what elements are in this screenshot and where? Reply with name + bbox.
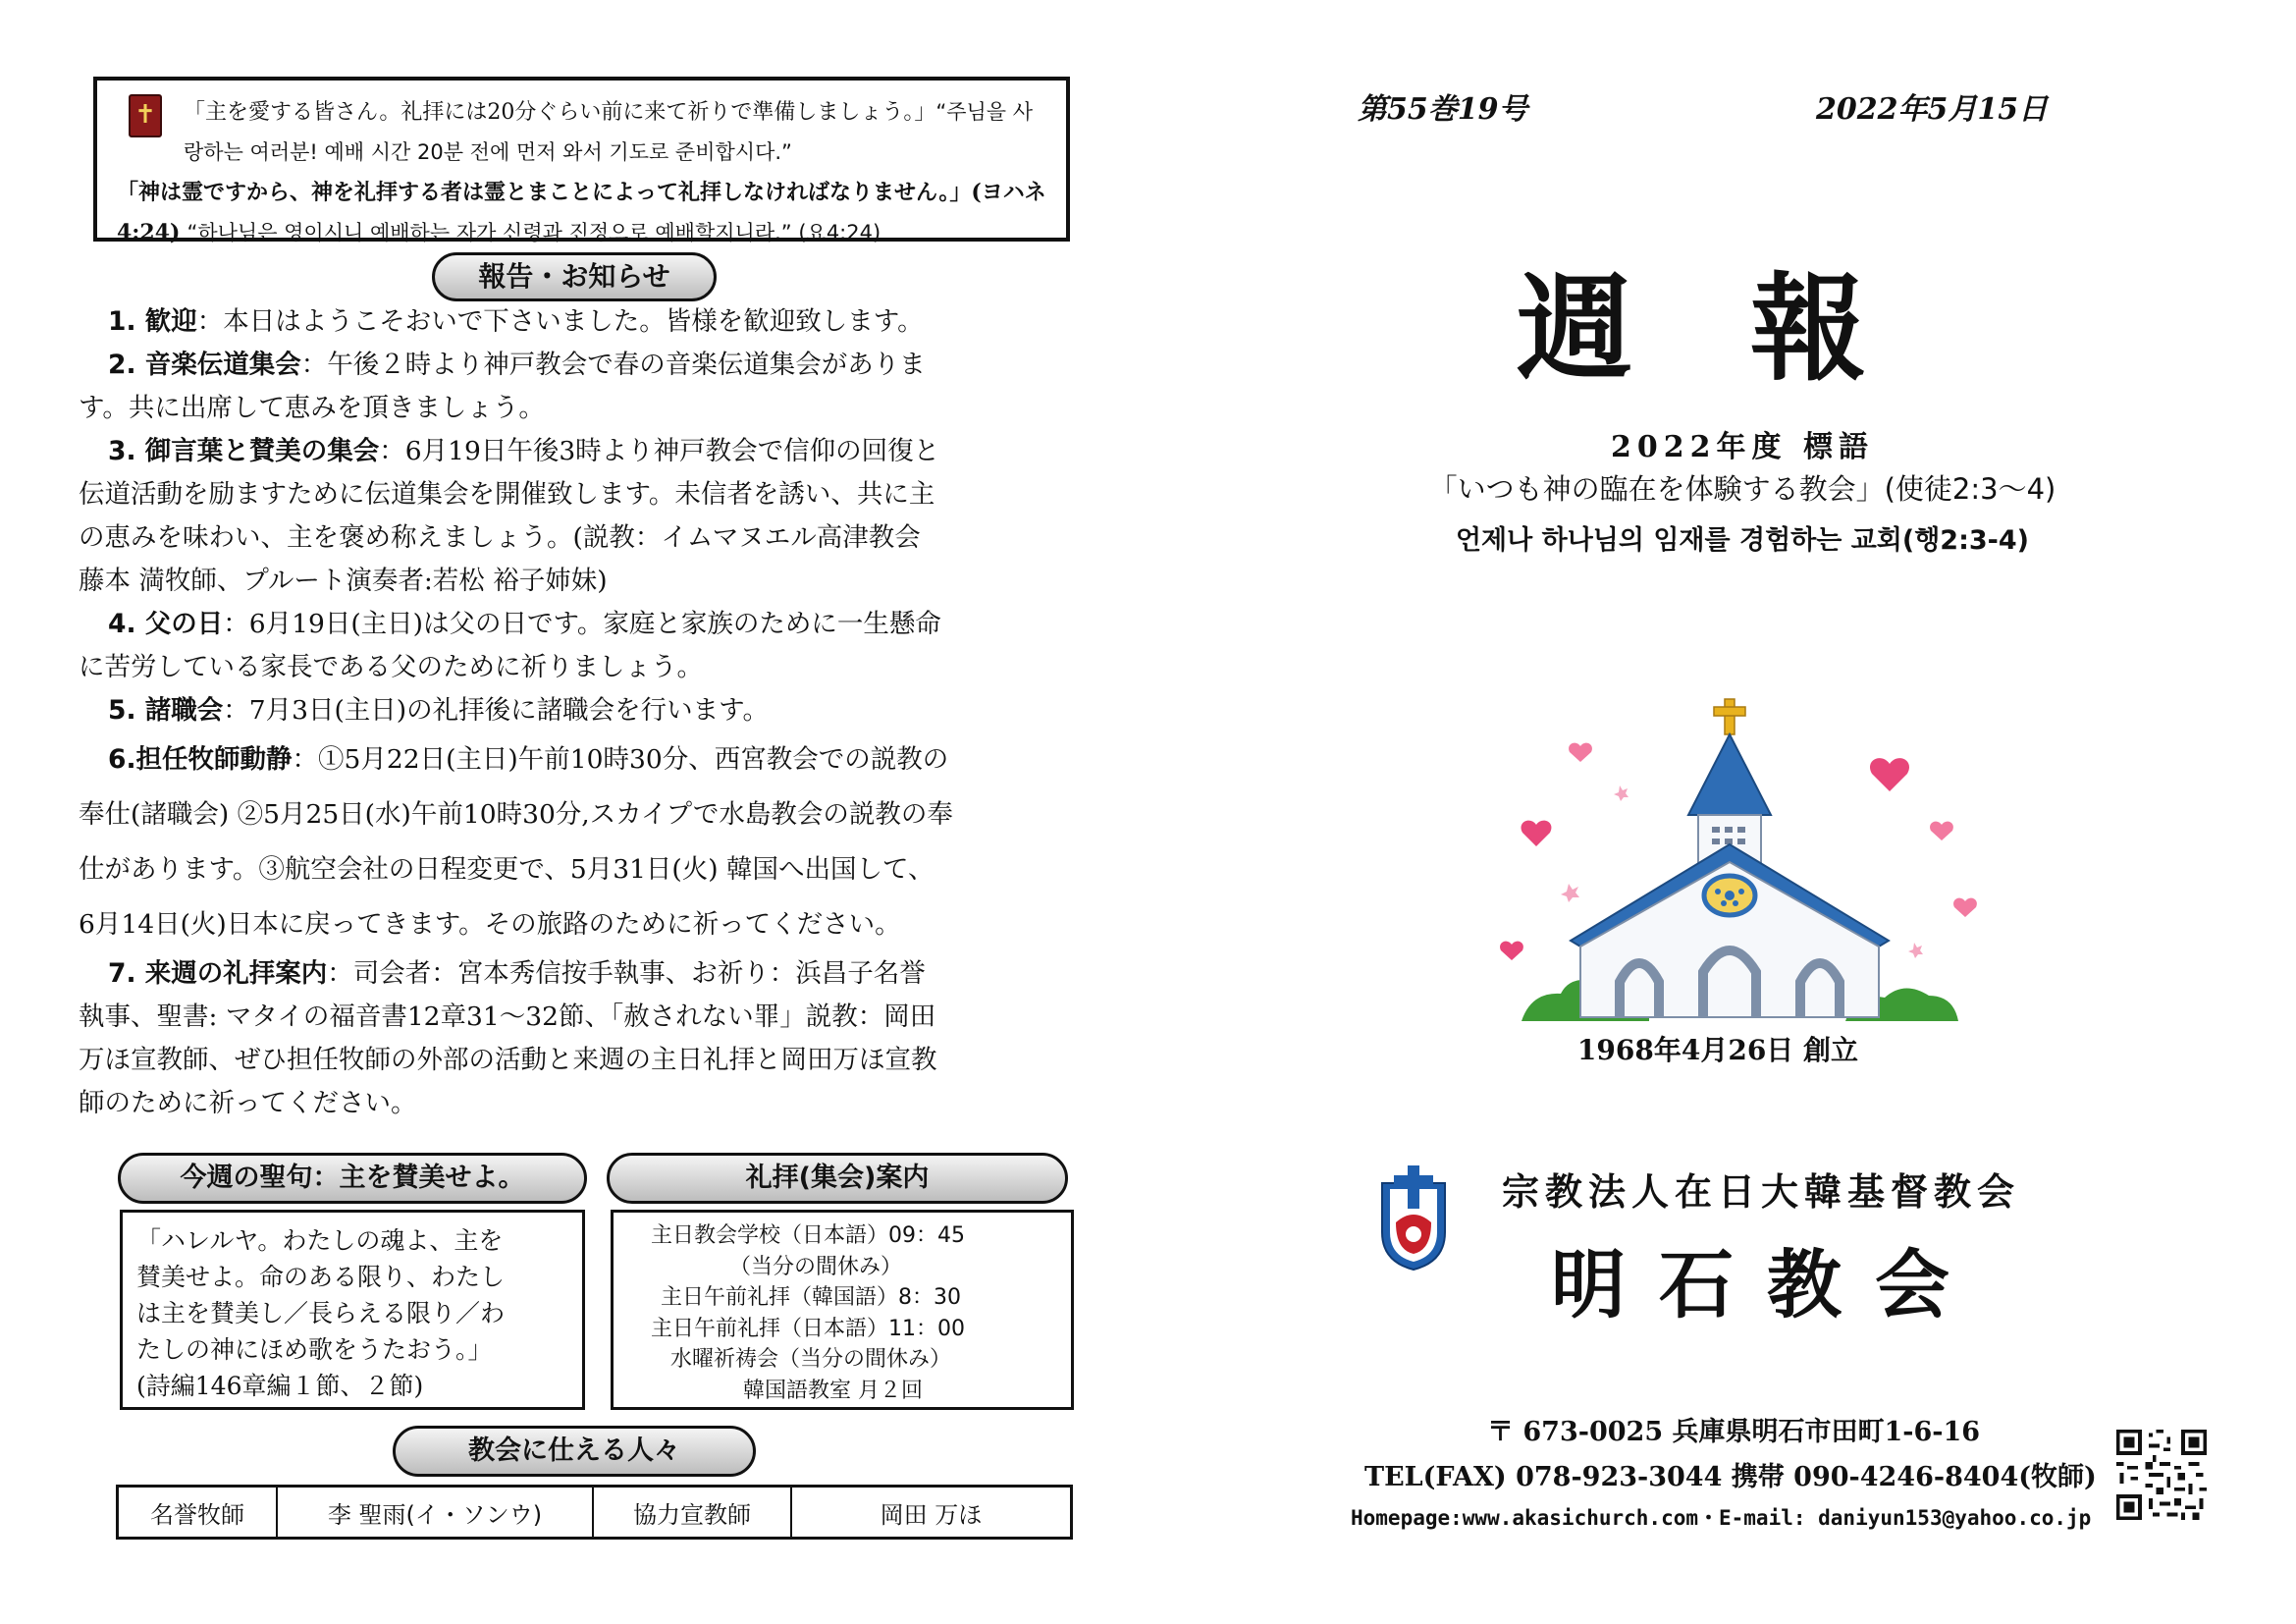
address: 〒 673-0025 兵庫県明石市田町1-6-16 [1487,1417,1981,1447]
intro-line2-kr: 랑하는 여러분! 예배 시간 20분 전에 먼저 와서 기도로 준비합시다.” [184,140,792,164]
intro-line4-ref: 4:24) [117,220,181,245]
bulletin-title: 週報 [1517,260,1985,397]
report-item-7: 7. 来週の礼拝案内：司会者：宮本秀信按手執事、お祈り：浜昌子名誉 執事、聖書: マタイの福音書12章31～32節、「赦されない罪」説教：岡田 万ほ宣教師、ぜひ担任牧師の外部の活動と来週の主日礼拝と岡田万ほ宣教 師のために祈ってください。 [79,958,937,1118]
staff-name-cell: 岡田 万ほ [791,1487,1072,1539]
intro-box [93,77,1070,245]
staff-role-cell: 協力宣教師 [593,1487,791,1539]
verse-line: は主を賛美し／長らえる限り／わ [136,1299,506,1327]
motto-year: 2022年度 標語 [1611,430,1874,464]
intro-line1-ja: 「主を愛する皆さん。礼拝には20分ぐらい前に来て祈りで準備しましょう。」 [184,100,936,125]
cross-icon [1714,699,1745,734]
church-name: 明石教会 [1551,1241,1983,1328]
qr-code-icon [2116,1430,2207,1520]
staff-table [116,1485,1073,1540]
rose-window-icon [1704,876,1755,915]
homepage-email[interactable]: Homepage:www.akasichurch.com・E-mail: daniyun153@yahoo.co.jp [1351,1506,2092,1530]
verse-reference: (詩編146章編１節、２節) [136,1372,424,1400]
worship-line: 主日午前礼拝（日本語）11：00 [651,1316,965,1341]
reports-heading: 報告・お知らせ [432,252,717,301]
verse-heading: 今週の聖句：主を賛美せよ。 [118,1153,587,1204]
church-logo-icon [1374,1164,1453,1272]
motto-japanese: 「いつも神の臨在を体験する教会」(使徒2:3～4) [1428,472,2056,506]
intro-line3-ja: 「神は霊ですから、神を礼拝する者は霊とまことによって礼拝しなければなりません。」(ヨハネ [117,180,1046,205]
worship-line: 主日午前礼拝（韓国語）8：30 [661,1285,961,1310]
worship-line: 韓国語教室 月２回 [743,1378,923,1403]
intro-line1-kr: “주님을 사 [935,100,1034,124]
report-item-3: 3. 御言葉と賛美の集会：6月19日午後3時より神戸教会で信仰の回復と 伝道活動を励ますために伝道集会を開催致します。未信者を誘い、共に主 の恵みを味わい、主を褒め称えましょう。(説教：イムマヌエル高津教会 藤本 満牧師、プルート演奏者:若松 裕子姉妹) [79,436,940,596]
steeple-roof [1688,734,1771,815]
report-item-2: 2. 音楽伝道集会：午後２時より神戸教会で春の音楽伝道集会がありま す。共に出席して恵みを頂きましょう。 [79,350,926,423]
worship-line: 主日教会学校（日本語）09：45 [651,1223,965,1248]
intro-line4-kr: “하나님은 영이시니 예배하는 자가 신령과 진정으로 예배할지니라.” (요4:24) [187,221,881,244]
staff-heading: 教会に仕える人々 [393,1426,756,1477]
organization-name: 宗教法人在日大韓基督教会 [1502,1169,2021,1214]
worship-line: （当分の間休み） [729,1254,903,1279]
verse-line: たしの神にほめ歌をうたおう。」 [136,1335,493,1364]
motto-korean: 언제나 하나님의 임재를 경험하는 교회(행2:3-4) [1455,525,2030,556]
staff-name-cell: 李 聖雨(イ・ソンウ) [277,1487,593,1539]
founded-date: 1968年4月26日 創立 [1576,1034,1859,1066]
telephone: TEL(FAX) 078-923-3044 携帯 090-4246-8404(牧師) [1364,1462,2097,1492]
church-illustration [1482,687,2012,1021]
report-item-1: 1. 歓迎：本日はようこそおいで下さいました。皆様を歓迎致します。 [108,306,924,337]
worship-heading: 礼拝(集会)案内 [607,1153,1068,1204]
bible-icon: ✝ [129,94,162,137]
verse-line: 賛美せよ。命のある限り、わたし [136,1263,506,1291]
report-item-5: 5. 諸職会：7月3日(主日)の礼拝後に諸職会を行います。 [108,695,770,726]
reports-list [79,300,1075,1125]
report-item-6: 6.担任牧師動静：①5月22日(主日)午前10時30分、西宮教会での説教の 奉仕(諸職会) ②5月25日(水)午前10時30分,スカイプで水島教会の説教の奉 仕があります。③航空会社の日程変更で、5月31日(火) 韓国へ出国して、 6月14日(火)日本に戻ってきます。その旅路のために祈ってください。 [79,744,953,940]
verse-line: 「ハレルヤ。わたしの魂よ、主を [136,1226,504,1255]
worship-line: 水曜祈祷会（当分の間休み） [670,1347,952,1372]
report-item-4: 4. 父の日：6月19日(主日)は父の日です。家庭と家族のために一生懸命 に苦労している家長である父のために祈りましょう。 [79,609,941,682]
issue-number: 第55巻19号 [1358,92,1528,127]
worship-box [611,1210,1074,1410]
staff-role-cell: 名誉牧師 [118,1487,278,1539]
issue-date: 2022年5月15日 [1816,92,2049,127]
verse-box [120,1210,585,1410]
